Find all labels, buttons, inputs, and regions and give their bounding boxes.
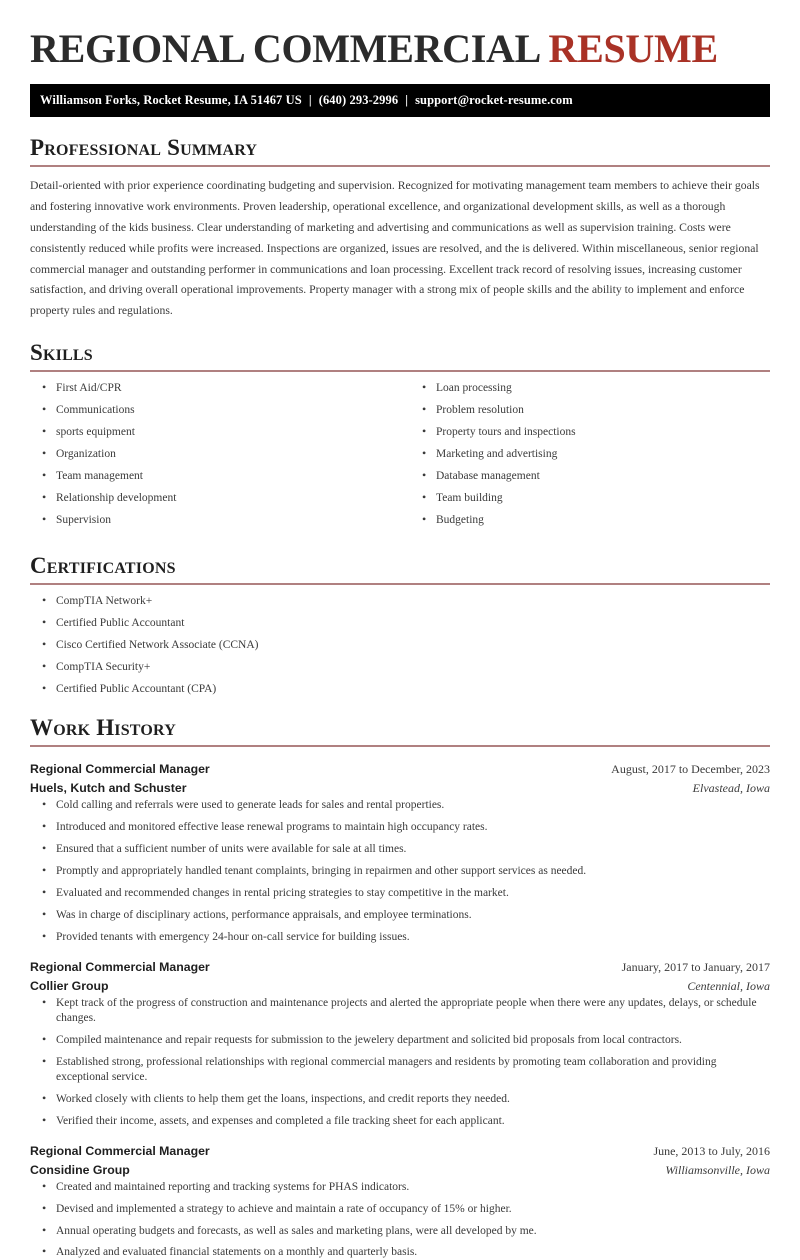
list-item: • CompTIA Security+ (30, 660, 770, 675)
job-location: Centennial, Iowa (687, 978, 770, 993)
list-item: • Team building (410, 491, 770, 506)
job-entry (30, 760, 770, 945)
section-rule-skills (30, 370, 770, 372)
job-bullets-list (30, 1180, 770, 1260)
list-item: • Introduced and monitored effective lease renewal programs to maintain high occupancy rates. (30, 820, 770, 835)
skills-list-right (410, 381, 770, 528)
list-item: • Loan processing (410, 381, 770, 396)
section-certifications (30, 553, 770, 697)
list-item: • Was in charge of disciplinary actions, performance appraisals, and employee terminations. (30, 908, 770, 923)
job-company: Considine Group (30, 1162, 130, 1177)
job-header-row (30, 760, 770, 779)
contact-bar (30, 84, 770, 117)
job-dates: January, 2017 to January, 2017 (621, 959, 770, 974)
list-item: • Promptly and appropriately handled tenant complaints, bringing in repairmen and other support services as needed. (30, 864, 770, 879)
list-item: • Created and maintained reporting and tracking systems for PHAS indicators. (30, 1180, 770, 1195)
list-item: • Database management (410, 469, 770, 484)
list-item: • Kept track of the progress of construction and maintenance projects and alerted the appropriate people when there were any updates, delays, or schedule changes. (30, 996, 770, 1026)
list-item: • Problem resolution (410, 403, 770, 418)
section-title-certifications: Certifications (30, 552, 176, 578)
list-item: • Certified Public Accountant (CPA) (30, 682, 770, 697)
list-item: • Property tours and inspections (410, 425, 770, 440)
job-company-row (30, 977, 770, 996)
skills-list-left (30, 381, 400, 528)
page-title-main: REGIONAL COMMERCIAL (30, 26, 549, 71)
job-company: Huels, Kutch and Schuster (30, 781, 187, 796)
list-item: • Provided tenants with emergency 24-hour on-call service for building issues. (30, 930, 770, 945)
job-bullets-list (30, 996, 770, 1129)
job-header-row (30, 958, 770, 977)
section-professional-summary (30, 135, 770, 322)
list-item: • Cold calling and referrals were used to generate leads for sales and rental properties. (30, 798, 770, 813)
job-location: Elvastead, Iowa (692, 781, 770, 796)
job-title: Regional Commercial Manager (30, 959, 210, 974)
job-company: Collier Group (30, 978, 109, 993)
job-header-row (30, 1142, 770, 1161)
job-dates: August, 2017 to December, 2023 (611, 762, 770, 777)
list-item: • Annual operating budgets and forecasts, as well as sales and marketing plans, were all developed by me. (30, 1224, 770, 1239)
certifications-list (30, 594, 770, 697)
contact-separator-1: | (308, 93, 312, 107)
skills-column-right (400, 381, 770, 535)
job-bullets-list (30, 798, 770, 945)
contact-phone[interactable]: (640) 293-2996 (318, 93, 399, 107)
list-item: • Team management (30, 469, 400, 484)
job-location: Williamsonville, Iowa (665, 1162, 770, 1177)
list-item: • Marketing and advertising (410, 447, 770, 462)
list-item: • Worked closely with clients to help them get the loans, inspections, and credit reports they needed. (30, 1092, 770, 1107)
list-item: • Cisco Certified Network Associate (CCNA) (30, 638, 770, 653)
list-item: • First Aid/CPR (30, 381, 400, 396)
list-item: • Organization (30, 447, 400, 462)
section-rule-summary (30, 165, 770, 167)
section-skills (30, 340, 770, 535)
list-item: • Budgeting (410, 513, 770, 528)
skills-column-left (30, 381, 400, 535)
list-item: • Relationship development (30, 491, 400, 506)
page-title-accent: RESUME (548, 26, 718, 71)
contact-address: Williamson Forks, Rocket Resume, IA 51467 US (40, 93, 302, 107)
section-work-history (30, 715, 770, 1260)
list-item: • Established strong, professional relationships with regional commercial managers and residents by promoting team collaboration and providing exceptional service. (30, 1055, 770, 1085)
job-title: Regional Commercial Manager (30, 1143, 210, 1158)
job-company-row (30, 1161, 770, 1180)
list-item: • Certified Public Accountant (30, 616, 770, 631)
list-item: • sports equipment (30, 425, 400, 440)
list-item: • Compiled maintenance and repair requests for submission to the jewelery department and solicited bid proposals from local contractors. (30, 1033, 770, 1048)
summary-text: Detail-oriented with prior experience coordinating budgeting and supervision. Recognized for motivating management team members to achieve their goals and fostering innovative work environments. Proven leadership, operational excellence, and organizational development skills, as well as a thorough understanding of the kids business. Clear understanding of marketing and advertising and communications as well as supervision training. Costs were consistently reduced while profits were increased. Inspections are organized, issues are resolved, and the is delivered. Within miscellaneous, senior regional commercial manager and outstanding performer in communications and loan processing. Excellent track record of resolving issues, increasing customer satisfaction, and driving overall operational improvements. Property manager with a strong mix of people skills and the ability to implement and enforce property rules and regulations. (30, 179, 760, 318)
section-rule-work-history (30, 745, 770, 747)
job-dates: June, 2013 to July, 2016 (653, 1143, 770, 1158)
contact-separator-2: | (405, 93, 409, 107)
list-item: • Verified their income, assets, and expenses and completed a file tracking sheet for each applicant. (30, 1114, 770, 1129)
section-rule-certifications (30, 583, 770, 585)
job-company-row (30, 779, 770, 798)
section-title-skills: Skills (30, 340, 93, 366)
list-item: • Ensured that a sufficient number of units were available for sale at all times. (30, 842, 770, 857)
page-title (30, 0, 770, 70)
list-item: • Devised and implemented a strategy to achieve and maintain a rate of occupancy of 15% or higher. (30, 1202, 770, 1217)
list-item: • CompTIA Network+ (30, 594, 770, 609)
list-item: • Analyzed and evaluated financial statements on a monthly and quarterly basis. (30, 1245, 770, 1260)
section-title-summary: Professional Summary (30, 135, 258, 160)
skills-grid (30, 381, 770, 535)
list-item: • Evaluated and recommended changes in rental pricing strategies to stay competitive in the market. (30, 886, 770, 901)
list-item: • Supervision (30, 513, 400, 528)
contact-email[interactable]: support@rocket-resume.com (415, 93, 573, 107)
list-item: • Communications (30, 403, 400, 418)
job-title: Regional Commercial Manager (30, 762, 210, 777)
job-entry (30, 1142, 770, 1260)
job-entry (30, 958, 770, 1129)
section-title-work-history: Work History (30, 714, 176, 740)
